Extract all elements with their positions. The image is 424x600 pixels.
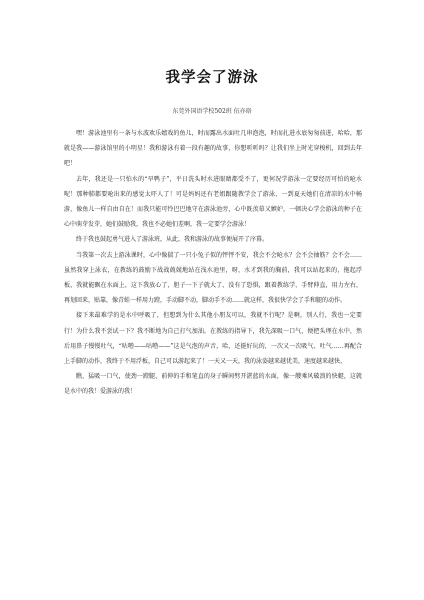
essay-title: 我学会了游泳 xyxy=(165,69,259,86)
author-line: 东莞外国语学校502班 伍亦珞 xyxy=(172,108,252,115)
essay-body xyxy=(64,126,362,400)
paragraph-5: 接下来最难学的是水中呼吸了，但想到为什么其他小朋友可以，我就不行呢？是啊，别人行，我也一定要行！为什么我不尝试一下？我不断地为自己打气加油。在教练的指导下，我先深吸一口气，便把头埋在水中，然后用鼻子慢慢吐气，“咕噜——咕噜——”这是气泡的声音，哈，还挺好玩的，一次又一次吸气、吐气……再配合上手脚的动作，我终于不用浮板，自己可以游起来了！一天又一天，我的泳姿越来越优美，速度越来越快。 xyxy=(64,312,362,366)
paragraph-6: 瞧，猛吸一口气，使劲一蹬腿，前伸的手和笔直的身子瞬间劈开湛蓝的水面，像一艘乘风破浪的快艇，这就是水中的我！爱游泳的我！ xyxy=(64,373,362,396)
paragraph-3: 终于我也鼓起勇气进入了游泳班，从此，我和游泳的故事便展开了序幕。 xyxy=(76,236,269,244)
paragraph-4: 当我第一次去上游泳课时，心中像揣了一只小兔子似的怦怦不安，我会不会呛水？会不会抽筋？会不会……虽然我穿上泳衣，在教练的鼓励下战战兢兢地站在浅水池里，呀，水才到我的胸前，我可以站起来的，拖起浮板，我就能飘在水面上，这下我放心了，胆子一下子就大了，没有了恐惧，跟着教练学，手臂伸直，用力左右，再划回来，贴靠，像青蛙一样用力蹬，手动脚不动，脚动手不动……就这样，我很快学会了手和腿的动作。 xyxy=(64,251,362,305)
paragraph-2: 去年，我还是一只怕水的“旱鸭子”，平日洗头时水进眼睛都受不了，更何况学游泳一定要经历可怕的呛水呢！那种肺都要呛出来的感觉太吓人了！可是妈妈还有老姐跟随教学会了游泳，一到夏天她们在清凉的水中畅游，像鱼儿一样自由自在！而我只能可怜巴巴地守在游泳池旁，心中既羡慕又嫉妒，一顿决心学会游泳的种子在心中萌芽发芽，她们鼓励我，我也不必她们差啊，我一定要学会游泳！ xyxy=(64,175,362,229)
paragraph-1: 嘿！游泳池里有一条与水波欢乐嬉戏的鱼儿，时而露出水面吐几串泡泡，时而扎进水底匆匆前进，哈哈，那就是我——游泳馆里的小明星！我和游泳有着一段有趣的故事，你想听听吗？让我们坐上时光穿梭机，回到去年吧！ xyxy=(64,130,362,168)
